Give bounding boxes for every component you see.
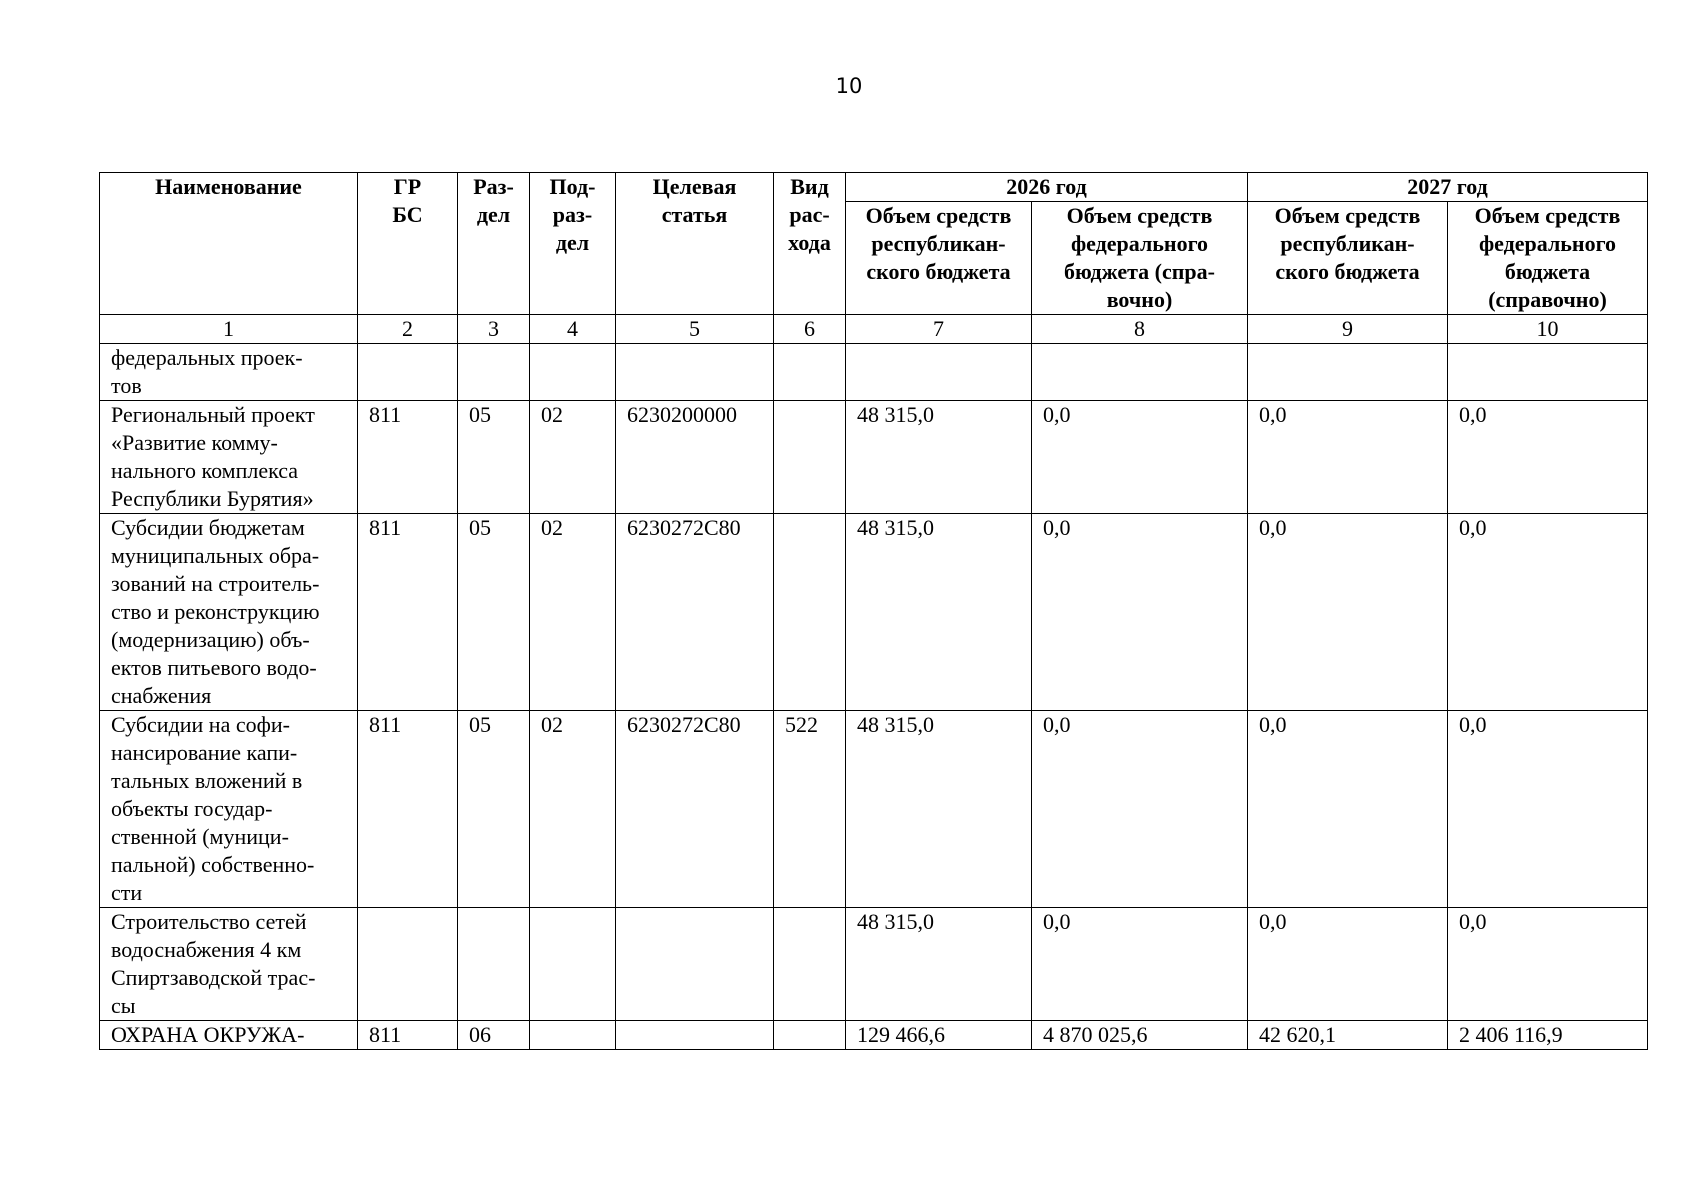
header-year-2027: 2027 год [1248, 173, 1648, 202]
row-name: федеральных проек- тов [100, 344, 358, 401]
row-razdel: 05 [458, 711, 530, 908]
row-fed-2027: 0,0 [1448, 514, 1648, 711]
row-podrazdel: 02 [530, 401, 616, 514]
row-razdel [458, 344, 530, 401]
row-razdel [458, 908, 530, 1021]
header-fed-2026: Объем средств федерального бюджета (спра- вочно) [1032, 202, 1248, 315]
row-rep-2026: 48 315,0 [846, 711, 1032, 908]
row-rep-2027: 0,0 [1248, 401, 1448, 514]
row-rep-2026: 48 315,0 [846, 908, 1032, 1021]
row-tselevaya: 6230200000 [616, 401, 774, 514]
table-row [100, 711, 1648, 908]
table-header [100, 173, 1648, 315]
budget-table [99, 172, 1648, 1050]
row-tselevaya [616, 1021, 774, 1050]
header-fed-2027: Объем средств федерального бюджета (справочно) [1448, 202, 1648, 315]
row-grbs: 811 [358, 401, 458, 514]
row-name: Региональный проект «Развитие комму- нального комплекса Республики Бурятия» [100, 401, 358, 514]
row-grbs [358, 908, 458, 1021]
column-number: 5 [616, 315, 774, 344]
row-rep-2027: 0,0 [1248, 711, 1448, 908]
row-name: Строительство сетей водоснабжения 4 км Спиртзаводской трас- сы [100, 908, 358, 1021]
header-grbs: ГР БС [358, 173, 458, 315]
row-name: ОХРАНА ОКРУЖА- [100, 1021, 358, 1050]
row-fed-2026: 4 870 025,6 [1032, 1021, 1248, 1050]
row-vid [774, 514, 846, 711]
header-razdel: Раз- дел [458, 173, 530, 315]
row-tselevaya [616, 908, 774, 1021]
column-number: 7 [846, 315, 1032, 344]
row-fed-2027: 0,0 [1448, 401, 1648, 514]
row-fed-2026 [1032, 344, 1248, 401]
row-vid [774, 344, 846, 401]
row-razdel: 05 [458, 514, 530, 711]
row-rep-2026: 48 315,0 [846, 401, 1032, 514]
row-fed-2026: 0,0 [1032, 711, 1248, 908]
row-podrazdel: 02 [530, 711, 616, 908]
row-razdel: 06 [458, 1021, 530, 1050]
row-grbs: 811 [358, 1021, 458, 1050]
column-number: 4 [530, 315, 616, 344]
row-grbs [358, 344, 458, 401]
header-rep-2026: Объем средств республикан- ского бюджета [846, 202, 1032, 315]
header-rep-2027: Объем средств республикан- ского бюджета [1248, 202, 1448, 315]
header-tselevaya-statya: Целевая статья [616, 173, 774, 315]
row-rep-2026: 129 466,6 [846, 1021, 1032, 1050]
row-fed-2026: 0,0 [1032, 401, 1248, 514]
row-fed-2026: 0,0 [1032, 514, 1248, 711]
header-vid-raskhoda: Вид рас- хода [774, 173, 846, 315]
row-rep-2027 [1248, 344, 1448, 401]
table-row [100, 401, 1648, 514]
row-name: Субсидии на софи- нансирование капи- тальных вложений в объекты государ- ственной (муници- пальной) собственно- сти [100, 711, 358, 908]
row-fed-2027: 2 406 116,9 [1448, 1021, 1648, 1050]
row-vid [774, 908, 846, 1021]
column-number: 8 [1032, 315, 1248, 344]
row-vid: 522 [774, 711, 846, 908]
row-rep-2027: 42 620,1 [1248, 1021, 1448, 1050]
row-fed-2026: 0,0 [1032, 908, 1248, 1021]
row-fed-2027: 0,0 [1448, 711, 1648, 908]
row-fed-2027: 0,0 [1448, 908, 1648, 1021]
header-name: Наименование [100, 173, 358, 315]
row-tselevaya: 6230272С80 [616, 514, 774, 711]
row-tselevaya: 6230272С80 [616, 711, 774, 908]
row-podrazdel [530, 1021, 616, 1050]
column-number: 9 [1248, 315, 1448, 344]
header-podrazdel: Под- раз- дел [530, 173, 616, 315]
row-podrazdel: 02 [530, 514, 616, 711]
page-number: 10 [835, 74, 863, 98]
row-grbs: 811 [358, 514, 458, 711]
column-number: 2 [358, 315, 458, 344]
row-razdel: 05 [458, 401, 530, 514]
table-body [100, 315, 1648, 1050]
row-tselevaya [616, 344, 774, 401]
column-number: 10 [1448, 315, 1648, 344]
table-row [100, 908, 1648, 1021]
row-rep-2027: 0,0 [1248, 514, 1448, 711]
column-number: 3 [458, 315, 530, 344]
row-vid [774, 401, 846, 514]
row-rep-2026: 48 315,0 [846, 514, 1032, 711]
row-vid [774, 1021, 846, 1050]
table-row [100, 1021, 1648, 1050]
row-rep-2026 [846, 344, 1032, 401]
row-fed-2027 [1448, 344, 1648, 401]
row-name: Субсидии бюджетам муниципальных обра- зований на строитель- ство и реконструкцию (модернизацию) объ- ектов питьевого водо- снабжения [100, 514, 358, 711]
row-podrazdel [530, 908, 616, 1021]
table-row [100, 344, 1648, 401]
row-podrazdel [530, 344, 616, 401]
row-rep-2027: 0,0 [1248, 908, 1448, 1021]
column-number: 1 [100, 315, 358, 344]
header-year-2026: 2026 год [846, 173, 1248, 202]
table-row [100, 514, 1648, 711]
column-number: 6 [774, 315, 846, 344]
row-grbs: 811 [358, 711, 458, 908]
column-number-row [100, 315, 1648, 344]
